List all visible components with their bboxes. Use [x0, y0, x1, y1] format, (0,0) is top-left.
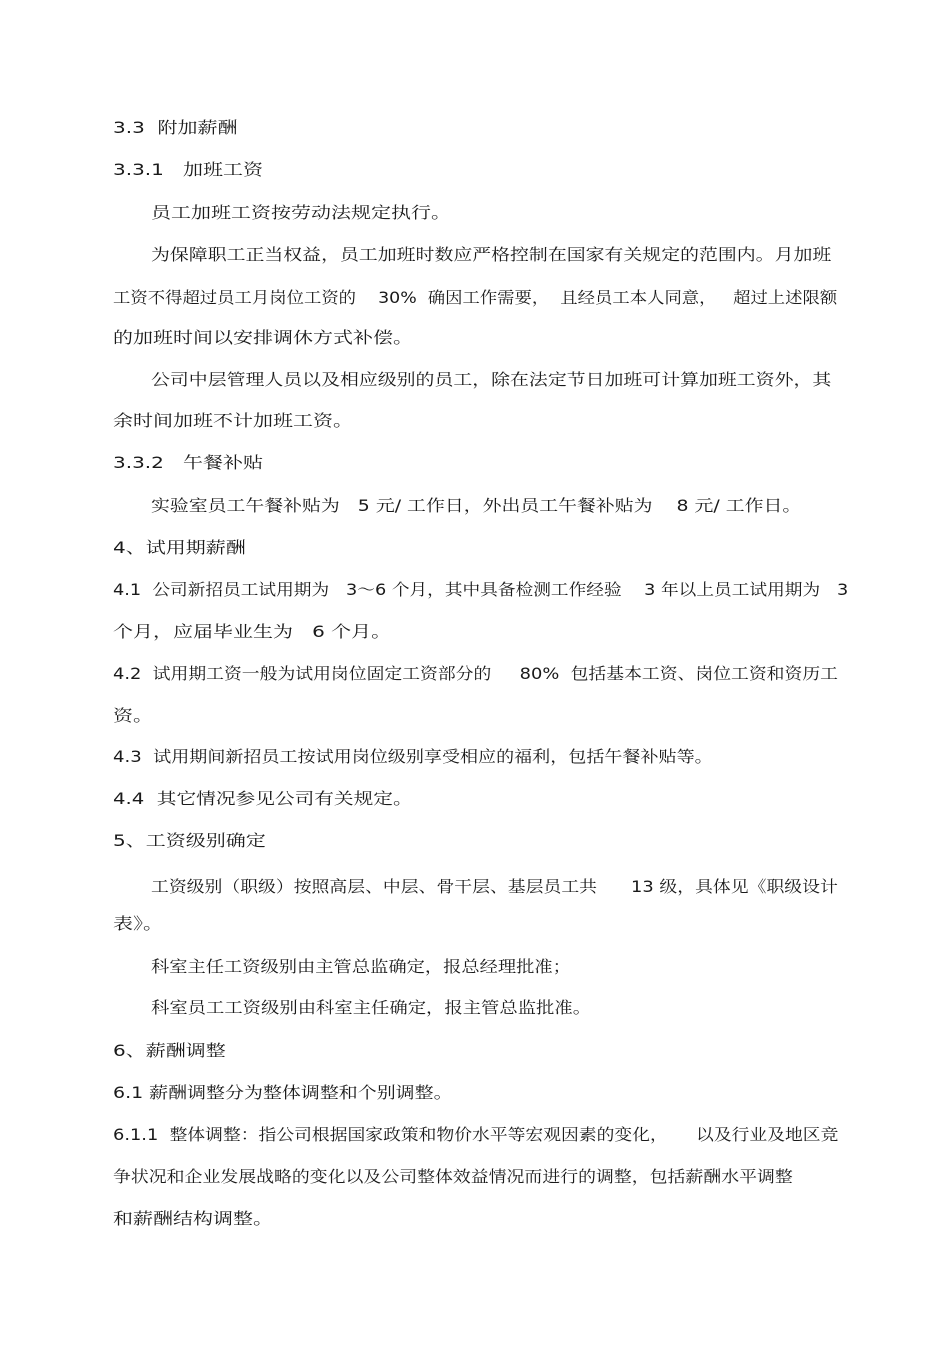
paragraph-line: 表》。: [113, 914, 164, 933]
paragraph-line: 和薪酬结构调整。: [113, 1209, 274, 1228]
paragraph-line: 4.1 公司新招员工试用期为 3～6 个月，其中具备检测工作经验 3 年以上员工试用期为 3: [113, 580, 849, 599]
paragraph-line: 争状况和企业发展战略的变化以及公司整体效益情况而进行的调整，包括薪酬水平调整: [113, 1167, 793, 1186]
paragraph-line: 余时间加班不计加班工资。: [113, 411, 354, 430]
paragraph-line: 公司中层管理人员以及相应级别的员工，除在法定节日加班可计算加班工资外，其: [151, 370, 832, 389]
paragraph-line: 实验室员工午餐补贴为 5 元/ 工作日，外出员工午餐补贴为 8 元/ 工作日。: [151, 496, 802, 515]
paragraph-line: 4.3 试用期间新招员工按试用岗位级别享受相应的福利，包括午餐补贴等。: [113, 747, 713, 766]
paragraph-line: 4.4 其它情况参见公司有关规定。: [113, 789, 413, 808]
paragraph-line: 科室主任工资级别由主管总监确定，报总经理批准；: [151, 957, 571, 976]
paragraph-line: 工资不得超过员工月岗位工资的 30% 确因工作需要， 且经员工本人同意， 超过上述限额: [113, 288, 838, 307]
subsection-heading-3-3-2: 3.3.2 午餐补贴: [113, 453, 263, 472]
section-heading-3-3: 3.3 附加薪酬: [113, 118, 238, 137]
paragraph-line: 4.2 试用期工资一般为试用岗位固定工资部分的 80% 包括基本工资、岗位工资和资历工: [113, 664, 838, 683]
paragraph-line: 的加班时间以安排调休方式补偿。: [113, 328, 414, 347]
section-heading-6: 6、薪酬调整: [113, 1041, 226, 1060]
paragraph-line: 科室员工工资级别由科室主任确定，报主管总监批准。: [151, 998, 592, 1017]
paragraph-line: 资。: [113, 706, 154, 725]
paragraph-line: 个月，应届毕业生为 6 个月。: [113, 622, 392, 641]
paragraph-line: 为保障职工正当权益，员工加班时数应严格控制在国家有关规定的范围内。月加班: [151, 245, 832, 264]
section-heading-5: 5、工资级别确定: [113, 831, 266, 850]
paragraph-line: 6.1.1 整体调整：指公司根据国家政策和物价水平等宏观因素的变化， 以及行业及地区竞: [113, 1125, 839, 1144]
subsection-heading-3-3-1: 3.3.1 加班工资: [113, 160, 263, 179]
paragraph-line: 6.1 薪酬调整分为整体调整和个别调整。: [113, 1083, 453, 1102]
paragraph-line: 员工加班工资按劳动法规定执行。: [151, 203, 452, 222]
paragraph-line: 工资级别（职级）按照高层、中层、骨干层、基层员工共 13 级，具体见《职级设计: [151, 877, 838, 896]
section-heading-4: 4、试用期薪酬: [113, 538, 246, 557]
